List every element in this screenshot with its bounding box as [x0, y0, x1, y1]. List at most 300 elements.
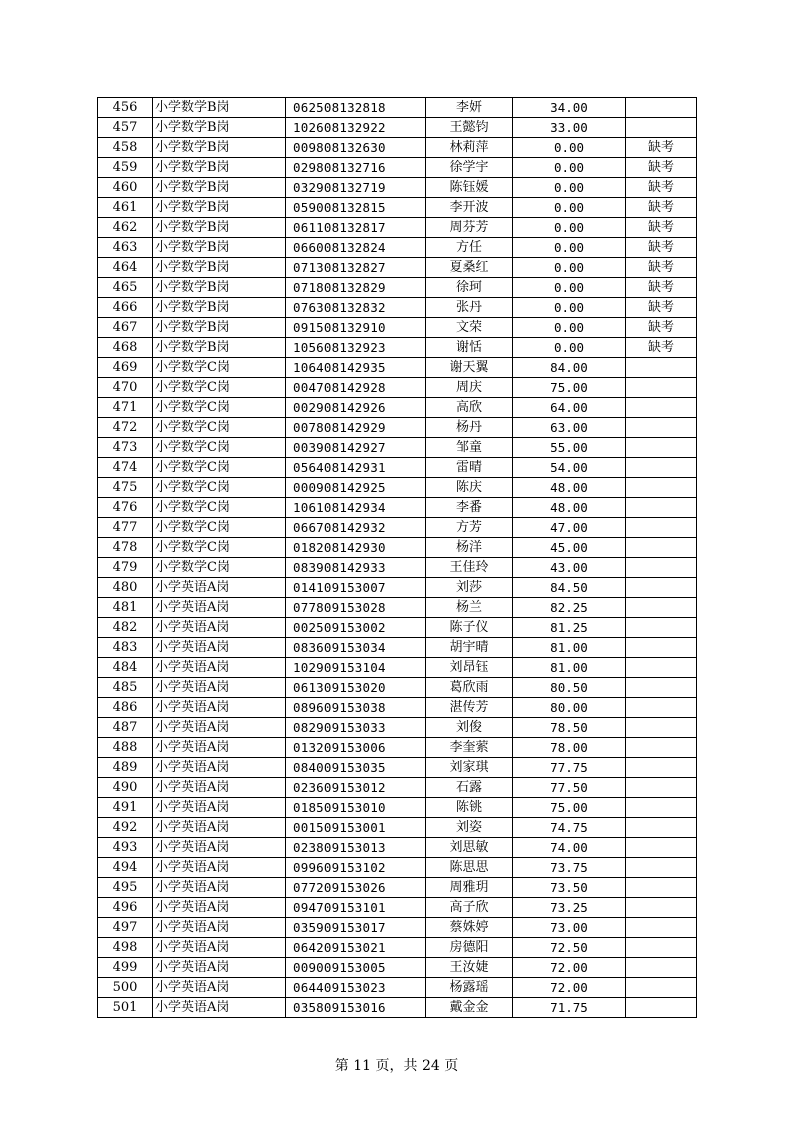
cell-score: 0.00 [513, 198, 626, 218]
table-row [98, 698, 697, 718]
cell-note [626, 738, 697, 758]
cell-note [626, 958, 697, 978]
cell-note: 缺考 [626, 298, 697, 318]
cell-no: 501 [98, 998, 153, 1018]
cell-post: 小学英语A岗 [153, 838, 286, 858]
cell-post: 小学数学B岗 [153, 178, 286, 198]
table-row [98, 618, 697, 638]
cell-name: 刘姿 [426, 818, 513, 838]
cell-score: 73.00 [513, 918, 626, 938]
cell-id: 056408142931 [286, 458, 426, 478]
cell-name: 刘思敏 [426, 838, 513, 858]
table-row [98, 458, 697, 478]
cell-name: 王汝婕 [426, 958, 513, 978]
cell-id: 077809153028 [286, 598, 426, 618]
cell-name: 陈钰媛 [426, 178, 513, 198]
cell-note [626, 718, 697, 738]
cell-no: 463 [98, 238, 153, 258]
cell-note [626, 938, 697, 958]
table-row [98, 658, 697, 678]
cell-score: 82.25 [513, 598, 626, 618]
cell-score: 78.50 [513, 718, 626, 738]
table-row [98, 218, 697, 238]
table-row [98, 298, 697, 318]
table-row [98, 358, 697, 378]
cell-id: 003908142927 [286, 438, 426, 458]
cell-no: 458 [98, 138, 153, 158]
cell-score: 73.25 [513, 898, 626, 918]
cell-score: 33.00 [513, 118, 626, 138]
cell-id: 009009153005 [286, 958, 426, 978]
table-row [98, 798, 697, 818]
table-row [98, 898, 697, 918]
cell-note [626, 658, 697, 678]
cell-post: 小学英语A岗 [153, 718, 286, 738]
cell-post: 小学数学C岗 [153, 518, 286, 538]
cell-id: 061108132817 [286, 218, 426, 238]
cell-name: 刘俊 [426, 718, 513, 738]
cell-post: 小学英语A岗 [153, 798, 286, 818]
cell-no: 479 [98, 558, 153, 578]
cell-no: 457 [98, 118, 153, 138]
cell-id: 023809153013 [286, 838, 426, 858]
cell-score: 0.00 [513, 278, 626, 298]
cell-no: 462 [98, 218, 153, 238]
table-row [98, 578, 697, 598]
cell-post: 小学数学B岗 [153, 198, 286, 218]
cell-name: 雷晴 [426, 458, 513, 478]
cell-id: 077209153026 [286, 878, 426, 898]
cell-name: 蔡姝婷 [426, 918, 513, 938]
table-row [98, 258, 697, 278]
cell-no: 491 [98, 798, 153, 818]
cell-no: 469 [98, 358, 153, 378]
cell-name: 周芬芳 [426, 218, 513, 238]
table-row [98, 518, 697, 538]
cell-no: 467 [98, 318, 153, 338]
table-row [98, 118, 697, 138]
cell-id: 089609153038 [286, 698, 426, 718]
table-row [98, 538, 697, 558]
cell-name: 戴金金 [426, 998, 513, 1018]
table-row [98, 858, 697, 878]
cell-post: 小学数学B岗 [153, 218, 286, 238]
cell-note [626, 118, 697, 138]
cell-note [626, 638, 697, 658]
cell-no: 495 [98, 878, 153, 898]
table-row [98, 718, 697, 738]
table-row [98, 158, 697, 178]
cell-no: 474 [98, 458, 153, 478]
cell-id: 102909153104 [286, 658, 426, 678]
cell-no: 472 [98, 418, 153, 438]
cell-name: 方芳 [426, 518, 513, 538]
cell-note [626, 598, 697, 618]
cell-note [626, 878, 697, 898]
cell-post: 小学数学C岗 [153, 398, 286, 418]
cell-id: 002509153002 [286, 618, 426, 638]
cell-id: 001509153001 [286, 818, 426, 838]
table-row [98, 918, 697, 938]
cell-no: 485 [98, 678, 153, 698]
table-row [98, 278, 697, 298]
cell-score: 48.00 [513, 498, 626, 518]
cell-no: 465 [98, 278, 153, 298]
table-row [98, 598, 697, 618]
cell-note [626, 498, 697, 518]
table-row [98, 638, 697, 658]
cell-name: 陈思思 [426, 858, 513, 878]
cell-no: 483 [98, 638, 153, 658]
cell-note [626, 818, 697, 838]
cell-name: 李番 [426, 498, 513, 518]
cell-name: 刘莎 [426, 578, 513, 598]
cell-no: 480 [98, 578, 153, 598]
cell-post: 小学数学B岗 [153, 258, 286, 278]
cell-score: 64.00 [513, 398, 626, 418]
cell-no: 464 [98, 258, 153, 278]
cell-id: 059008132815 [286, 198, 426, 218]
cell-no: 497 [98, 918, 153, 938]
cell-id: 083908142933 [286, 558, 426, 578]
cell-score: 54.00 [513, 458, 626, 478]
cell-note: 缺考 [626, 318, 697, 338]
cell-name: 房德阳 [426, 938, 513, 958]
cell-score: 84.50 [513, 578, 626, 598]
cell-score: 80.50 [513, 678, 626, 698]
cell-name: 方任 [426, 238, 513, 258]
cell-note [626, 858, 697, 878]
cell-score: 0.00 [513, 338, 626, 358]
cell-note [626, 758, 697, 778]
cell-id: 002908142926 [286, 398, 426, 418]
cell-id: 083609153034 [286, 638, 426, 658]
table-row [98, 198, 697, 218]
cell-note [626, 678, 697, 698]
cell-score: 77.50 [513, 778, 626, 798]
cell-id: 009808132630 [286, 138, 426, 158]
cell-name: 文荣 [426, 318, 513, 338]
cell-post: 小学英语A岗 [153, 778, 286, 798]
cell-id: 071308132827 [286, 258, 426, 278]
table-row [98, 878, 697, 898]
cell-name: 周雅玥 [426, 878, 513, 898]
table-row [98, 478, 697, 498]
cell-note [626, 798, 697, 818]
cell-no: 476 [98, 498, 153, 518]
cell-no: 468 [98, 338, 153, 358]
cell-score: 55.00 [513, 438, 626, 458]
table-row [98, 778, 697, 798]
cell-id: 064409153023 [286, 978, 426, 998]
cell-post: 小学英语A岗 [153, 878, 286, 898]
cell-no: 492 [98, 818, 153, 838]
cell-post: 小学英语A岗 [153, 958, 286, 978]
cell-no: 494 [98, 858, 153, 878]
cell-note [626, 978, 697, 998]
cell-id: 013209153006 [286, 738, 426, 758]
cell-name: 王懿钧 [426, 118, 513, 138]
cell-note: 缺考 [626, 158, 697, 178]
cell-id: 035809153016 [286, 998, 426, 1018]
cell-id: 007808142929 [286, 418, 426, 438]
cell-id: 106108142934 [286, 498, 426, 518]
cell-name: 胡宇晴 [426, 638, 513, 658]
cell-post: 小学数学B岗 [153, 98, 286, 118]
cell-post: 小学英语A岗 [153, 898, 286, 918]
cell-no: 500 [98, 978, 153, 998]
cell-note [626, 778, 697, 798]
cell-no: 482 [98, 618, 153, 638]
cell-post: 小学英语A岗 [153, 658, 286, 678]
cell-score: 0.00 [513, 158, 626, 178]
cell-name: 谢天翼 [426, 358, 513, 378]
cell-score: 43.00 [513, 558, 626, 578]
page-footer: 第 11 页，共 24 页 [334, 1058, 459, 1074]
cell-post: 小学英语A岗 [153, 818, 286, 838]
cell-score: 74.75 [513, 818, 626, 838]
cell-no: 486 [98, 698, 153, 718]
cell-note: 缺考 [626, 238, 697, 258]
cell-note [626, 998, 697, 1018]
cell-note [626, 358, 697, 378]
cell-post: 小学数学B岗 [153, 118, 286, 138]
cell-post: 小学英语A岗 [153, 578, 286, 598]
cell-score: 81.00 [513, 638, 626, 658]
cell-name: 陈铫 [426, 798, 513, 818]
cell-note: 缺考 [626, 198, 697, 218]
cell-no: 487 [98, 718, 153, 738]
cell-name: 夏桑红 [426, 258, 513, 278]
cell-id: 091508132910 [286, 318, 426, 338]
cell-name: 徐珂 [426, 278, 513, 298]
cell-post: 小学数学C岗 [153, 498, 286, 518]
cell-no: 490 [98, 778, 153, 798]
cell-id: 061309153020 [286, 678, 426, 698]
table-row [98, 318, 697, 338]
cell-id: 106408142935 [286, 358, 426, 378]
cell-name: 高欣 [426, 398, 513, 418]
cell-score: 47.00 [513, 518, 626, 538]
cell-name: 陈庆 [426, 478, 513, 498]
cell-post: 小学数学B岗 [153, 318, 286, 338]
cell-score: 0.00 [513, 318, 626, 338]
cell-post: 小学数学C岗 [153, 558, 286, 578]
cell-no: 489 [98, 758, 153, 778]
cell-note [626, 478, 697, 498]
cell-name: 杨丹 [426, 418, 513, 438]
cell-note: 缺考 [626, 278, 697, 298]
cell-score: 45.00 [513, 538, 626, 558]
cell-post: 小学数学B岗 [153, 298, 286, 318]
cell-name: 杨露瑶 [426, 978, 513, 998]
cell-id: 094709153101 [286, 898, 426, 918]
cell-no: 461 [98, 198, 153, 218]
cell-score: 74.00 [513, 838, 626, 858]
cell-note [626, 898, 697, 918]
cell-note [626, 838, 697, 858]
score-table [97, 97, 697, 1018]
cell-score: 73.50 [513, 878, 626, 898]
cell-note [626, 578, 697, 598]
cell-id: 082909153033 [286, 718, 426, 738]
cell-post: 小学英语A岗 [153, 598, 286, 618]
cell-post: 小学英语A岗 [153, 758, 286, 778]
table-row [98, 978, 697, 998]
cell-name: 周庆 [426, 378, 513, 398]
cell-post: 小学英语A岗 [153, 998, 286, 1018]
table-row [98, 958, 697, 978]
cell-name: 邹童 [426, 438, 513, 458]
table-row [98, 138, 697, 158]
cell-post: 小学数学B岗 [153, 158, 286, 178]
cell-no: 478 [98, 538, 153, 558]
cell-id: 000908142925 [286, 478, 426, 498]
table-row [98, 378, 697, 398]
cell-post: 小学数学C岗 [153, 458, 286, 478]
cell-post: 小学英语A岗 [153, 698, 286, 718]
cell-name: 刘昂钰 [426, 658, 513, 678]
cell-name: 林莉萍 [426, 138, 513, 158]
cell-id: 018509153010 [286, 798, 426, 818]
table-row [98, 738, 697, 758]
cell-id: 066708142932 [286, 518, 426, 538]
table-row [98, 98, 697, 118]
table-body [98, 98, 697, 1018]
cell-post: 小学英语A岗 [153, 918, 286, 938]
table-row [98, 678, 697, 698]
cell-score: 81.25 [513, 618, 626, 638]
cell-post: 小学数学B岗 [153, 138, 286, 158]
cell-id: 032908132719 [286, 178, 426, 198]
cell-no: 459 [98, 158, 153, 178]
cell-score: 0.00 [513, 298, 626, 318]
cell-id: 014109153007 [286, 578, 426, 598]
cell-no: 493 [98, 838, 153, 858]
cell-post: 小学数学C岗 [153, 358, 286, 378]
cell-post: 小学数学B岗 [153, 278, 286, 298]
cell-id: 076308132832 [286, 298, 426, 318]
cell-id: 035909153017 [286, 918, 426, 938]
cell-score: 0.00 [513, 218, 626, 238]
cell-name: 石露 [426, 778, 513, 798]
cell-post: 小学数学B岗 [153, 338, 286, 358]
cell-no: 499 [98, 958, 153, 978]
cell-note [626, 378, 697, 398]
cell-post: 小学英语A岗 [153, 938, 286, 958]
cell-score: 84.00 [513, 358, 626, 378]
cell-post: 小学英语A岗 [153, 618, 286, 638]
cell-note [626, 558, 697, 578]
cell-post: 小学英语A岗 [153, 978, 286, 998]
cell-no: 456 [98, 98, 153, 118]
table-row [98, 558, 697, 578]
cell-name: 陈子仪 [426, 618, 513, 638]
cell-score: 63.00 [513, 418, 626, 438]
cell-note [626, 398, 697, 418]
table-row [98, 758, 697, 778]
cell-score: 71.75 [513, 998, 626, 1018]
cell-note [626, 538, 697, 558]
cell-post: 小学英语A岗 [153, 858, 286, 878]
cell-post: 小学英语A岗 [153, 678, 286, 698]
cell-no: 481 [98, 598, 153, 618]
cell-post: 小学数学C岗 [153, 538, 286, 558]
cell-note [626, 458, 697, 478]
table-row [98, 238, 697, 258]
cell-name: 葛欣雨 [426, 678, 513, 698]
cell-score: 48.00 [513, 478, 626, 498]
cell-no: 475 [98, 478, 153, 498]
cell-score: 0.00 [513, 178, 626, 198]
cell-no: 471 [98, 398, 153, 418]
cell-id: 099609153102 [286, 858, 426, 878]
cell-score: 72.00 [513, 978, 626, 998]
cell-note: 缺考 [626, 138, 697, 158]
cell-id: 062508132818 [286, 98, 426, 118]
cell-note [626, 698, 697, 718]
table-row [98, 838, 697, 858]
cell-note [626, 438, 697, 458]
cell-score: 72.00 [513, 958, 626, 978]
table-row [98, 438, 697, 458]
cell-score: 34.00 [513, 98, 626, 118]
cell-no: 484 [98, 658, 153, 678]
cell-note [626, 518, 697, 538]
cell-post: 小学英语A岗 [153, 638, 286, 658]
table-row [98, 498, 697, 518]
cell-name: 张丹 [426, 298, 513, 318]
cell-id: 029808132716 [286, 158, 426, 178]
cell-note [626, 98, 697, 118]
cell-id: 071808132829 [286, 278, 426, 298]
cell-post: 小学数学C岗 [153, 478, 286, 498]
cell-score: 77.75 [513, 758, 626, 778]
table-row [98, 418, 697, 438]
cell-id: 105608132923 [286, 338, 426, 358]
cell-name: 杨兰 [426, 598, 513, 618]
cell-note [626, 418, 697, 438]
cell-note: 缺考 [626, 258, 697, 278]
cell-post: 小学数学C岗 [153, 438, 286, 458]
cell-name: 刘家琪 [426, 758, 513, 778]
cell-id: 064209153021 [286, 938, 426, 958]
cell-name: 李妍 [426, 98, 513, 118]
table-row [98, 178, 697, 198]
cell-name: 谢恬 [426, 338, 513, 358]
cell-score: 72.50 [513, 938, 626, 958]
cell-post: 小学数学C岗 [153, 378, 286, 398]
cell-post: 小学数学C岗 [153, 418, 286, 438]
cell-score: 81.00 [513, 658, 626, 678]
table-row [98, 398, 697, 418]
cell-no: 460 [98, 178, 153, 198]
table-row [98, 938, 697, 958]
cell-post: 小学英语A岗 [153, 738, 286, 758]
cell-score: 73.75 [513, 858, 626, 878]
cell-id: 004708142928 [286, 378, 426, 398]
cell-id: 018208142930 [286, 538, 426, 558]
cell-no: 470 [98, 378, 153, 398]
cell-no: 477 [98, 518, 153, 538]
table-row [98, 998, 697, 1018]
cell-score: 78.00 [513, 738, 626, 758]
cell-note: 缺考 [626, 178, 697, 198]
cell-name: 湛传芳 [426, 698, 513, 718]
table-row [98, 818, 697, 838]
cell-score: 75.00 [513, 378, 626, 398]
cell-name: 杨洋 [426, 538, 513, 558]
